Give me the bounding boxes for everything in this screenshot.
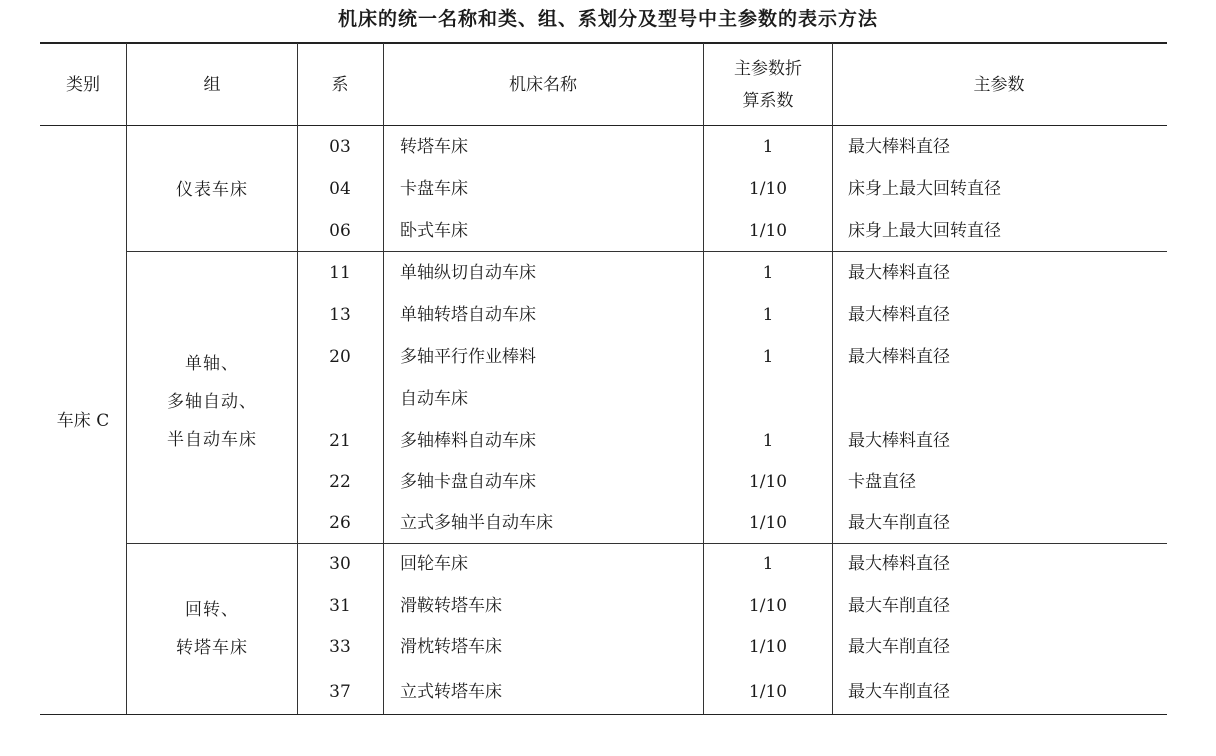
machine-name: 滑鞍转塔车床 xyxy=(400,596,502,616)
group-line: 回转、 xyxy=(185,600,239,620)
main-parameter: 卡盘直径 xyxy=(848,472,916,492)
header-factor xyxy=(734,56,802,114)
machine-name: 多轴平行作业棒料 xyxy=(400,347,536,367)
machine-name: 多轴棒料自动车床 xyxy=(400,431,536,451)
group-divider xyxy=(126,251,1167,252)
conversion-factor: 1 xyxy=(762,554,774,574)
group-line: 转塔车床 xyxy=(176,638,248,658)
machine-name: 单轴纵切自动车床 xyxy=(400,263,536,283)
group-line: 多轴自动、 xyxy=(167,392,257,412)
header-name: 机床名称 xyxy=(509,75,577,95)
header-series: 系 xyxy=(331,75,349,95)
main-parameter: 床身上最大回转直径 xyxy=(848,221,1001,241)
series-code: 30 xyxy=(329,554,351,574)
main-parameter: 最大棒料直径 xyxy=(848,137,950,157)
main-parameter: 最大车削直径 xyxy=(848,637,950,657)
column-divider xyxy=(383,43,384,714)
series-code: 06 xyxy=(329,221,351,241)
series-code: 03 xyxy=(329,137,351,157)
machine-name: 滑枕转塔车床 xyxy=(400,637,502,657)
machine-name: 回轮车床 xyxy=(400,554,468,574)
main-parameter: 最大棒料直径 xyxy=(848,305,950,325)
series-code: 37 xyxy=(329,682,351,702)
series-code: 31 xyxy=(329,596,351,616)
group-cell xyxy=(176,591,248,667)
group-line: 半自动车床 xyxy=(167,430,257,450)
category-cell: 车床 C xyxy=(56,411,110,431)
machine-name: 立式转塔车床 xyxy=(400,682,502,702)
conversion-factor: 1/10 xyxy=(748,179,788,199)
bottom-rule xyxy=(40,714,1167,715)
series-code: 21 xyxy=(329,431,351,451)
conversion-factor: 1/10 xyxy=(748,682,788,702)
header-category: 类别 xyxy=(66,75,100,95)
series-code: 13 xyxy=(329,305,351,325)
series-code: 22 xyxy=(329,472,351,492)
main-parameter: 最大棒料直径 xyxy=(848,347,950,367)
table-title: 机床的统一名称和类、组、系划分及型号中主参数的表示方法 xyxy=(337,8,878,30)
column-divider xyxy=(703,43,704,714)
header-factor-line2: 算系数 xyxy=(742,91,794,111)
conversion-factor: 1/10 xyxy=(748,596,788,616)
header-param: 主参数 xyxy=(973,75,1025,95)
series-code: 20 xyxy=(329,347,351,367)
main-parameter: 床身上最大回转直径 xyxy=(848,179,1001,199)
series-code: 33 xyxy=(329,637,351,657)
column-divider xyxy=(832,43,833,714)
group-divider xyxy=(126,543,1167,544)
conversion-factor: 1 xyxy=(762,137,774,157)
machine-name: 单轴转塔自动车床 xyxy=(400,305,536,325)
series-code: 04 xyxy=(329,179,351,199)
main-parameter: 最大车削直径 xyxy=(848,682,950,702)
machine-name: 卧式车床 xyxy=(400,221,468,241)
machine-name: 卡盘车床 xyxy=(400,179,468,199)
group-cell xyxy=(167,345,257,459)
conversion-factor: 1/10 xyxy=(748,221,788,241)
conversion-factor: 1 xyxy=(762,347,774,367)
conversion-factor: 1 xyxy=(762,431,774,451)
top-rule xyxy=(40,42,1167,44)
conversion-factor: 1/10 xyxy=(748,637,788,657)
machine-name: 立式多轴半自动车床 xyxy=(400,513,553,533)
machine-name: 多轴卡盘自动车床 xyxy=(400,472,536,492)
main-parameter: 最大车削直径 xyxy=(848,596,950,616)
header-group: 组 xyxy=(203,75,221,95)
machine-name: 自动车床 xyxy=(400,389,468,409)
group-line: 仪表车床 xyxy=(176,180,248,200)
group-line: 单轴、 xyxy=(185,354,239,374)
column-divider xyxy=(297,43,298,714)
header-rule xyxy=(40,125,1167,126)
header-factor-line1: 主参数折 xyxy=(734,59,802,79)
main-parameter: 最大车削直径 xyxy=(848,513,950,533)
main-parameter: 最大棒料直径 xyxy=(848,263,950,283)
series-code: 26 xyxy=(329,513,351,533)
group-cell xyxy=(176,171,248,209)
series-code: 11 xyxy=(329,263,351,283)
main-parameter: 最大棒料直径 xyxy=(848,554,950,574)
conversion-factor: 1/10 xyxy=(748,472,788,492)
main-parameter: 最大棒料直径 xyxy=(848,431,950,451)
conversion-factor: 1/10 xyxy=(748,513,788,533)
column-divider xyxy=(126,43,127,714)
conversion-factor: 1 xyxy=(762,305,774,325)
machine-name: 转塔车床 xyxy=(400,137,468,157)
conversion-factor: 1 xyxy=(762,263,774,283)
